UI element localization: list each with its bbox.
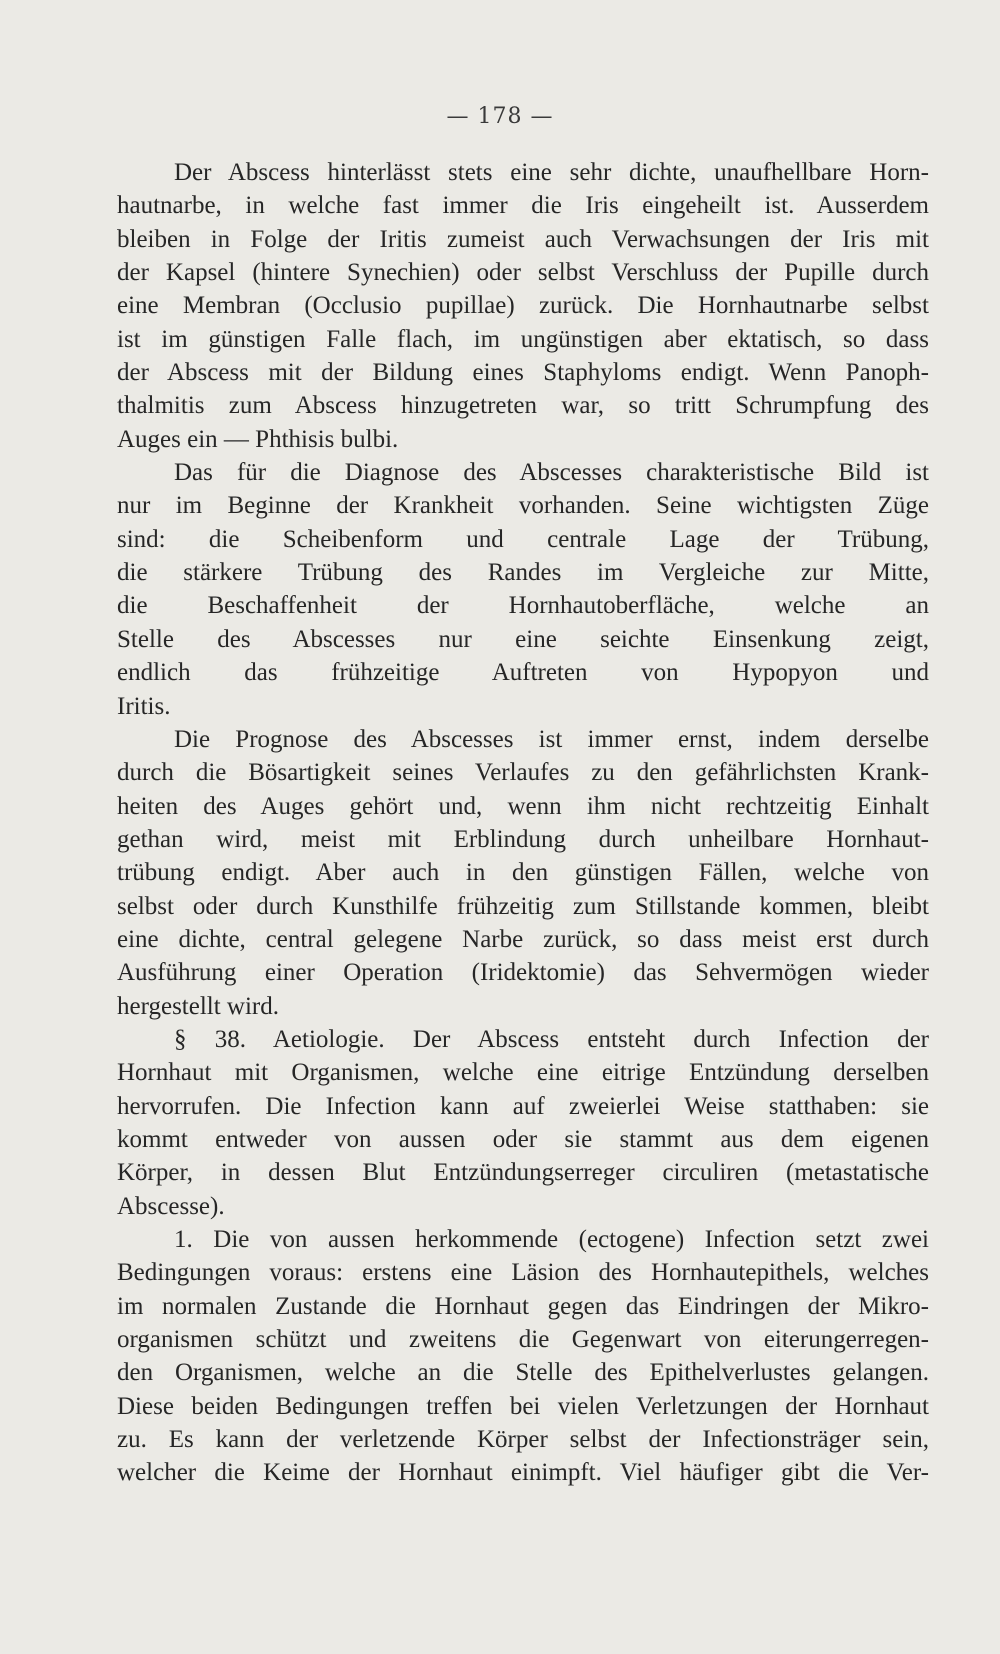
text-line: endlich das frühzeitige Auftreten von Hypopyon und [117, 659, 929, 687]
text-line: gethan wird, meist mit Erblindung durch unheilbare Hornhaut- [117, 825, 929, 853]
text-line: sind: die Scheibenform und centrale Lage der Trübung, [117, 525, 929, 553]
text-line: Die Prognose des Abscesses ist immer ernst, indem derselbe [174, 725, 929, 753]
text-line: Bedingungen voraus: erstens eine Läsion des Hornhautepithels, welches [117, 1259, 929, 1287]
text-line: eine Membran (Occlusio pupillae) zurück. Die Hornhautnarbe selbst [117, 292, 929, 320]
text-line: thalmitis zum Abscess hinzugetreten war, so tritt Schrumpfung des [117, 392, 929, 420]
text-line: durch die Bösartigkeit seines Verlaufes zu den gefährlichsten Krank- [117, 759, 929, 787]
text-line: Körper, in dessen Blut Entzündungserreger circuliren (metastatische [117, 1159, 929, 1187]
text-line: Auges ein — Phthisis bulbi. [117, 425, 399, 453]
text-line: Hornhaut mit Organismen, welche eine eitrige Entzündung derselben [117, 1059, 929, 1087]
text-line: Das für die Diagnose des Abscesses charakteristische Bild ist [174, 459, 929, 487]
text-line: den Organismen, welche an die Stelle des Epithelverlustes gelangen. [117, 1359, 929, 1387]
text-line: die stärkere Trübung des Randes im Vergleiche zur Mitte, [117, 559, 929, 587]
text-line: selbst oder durch Kunsthilfe frühzeitig zum Stillstande kommen, bleibt [117, 892, 929, 920]
text-line: welcher die Keime der Hornhaut einimpft. Viel häufiger gibt die Ver- [117, 1459, 929, 1487]
text-line: Diese beiden Bedingungen treffen bei vielen Verletzungen der Hornhaut [117, 1392, 929, 1420]
text-line: der Kapsel (hintere Synechien) oder selbst Verschluss der Pupille durch [117, 259, 929, 287]
text-line: zu. Es kann der verletzende Körper selbst der Infectionsträger sein, [117, 1426, 929, 1454]
text-line: heiten des Auges gehört und, wenn ihm nicht rechtzeitig Einhalt [117, 792, 929, 820]
text-line: bleiben in Folge der Iritis zumeist auch Verwachsungen der Iris mit [117, 225, 929, 253]
text-line: Der Abscess hinterlässt stets eine sehr dichte, unaufhellbare Horn- [174, 159, 929, 186]
text-line: nur im Beginne der Krankheit vorhanden. Seine wichtigsten Züge [117, 492, 929, 520]
text-line: trübung endigt. Aber auch in den günstigen Fällen, welche von [117, 859, 929, 887]
text-line: Iritis. [117, 692, 171, 720]
text-line: Abscesse). [117, 1192, 225, 1220]
text-line: Stelle des Abscesses nur eine seichte Einsenkung zeigt, [117, 625, 929, 653]
page-number: — 178 — [446, 104, 554, 129]
text-line: hergestellt wird. [117, 992, 279, 1020]
text-line: hautnarbe, in welche fast immer die Iris eingeheilt ist. Ausserdem [117, 192, 929, 220]
text-line: 1. Die von aussen herkommende (ectogene) Infection setzt zwei [174, 1226, 929, 1253]
text-line: Ausführung einer Operation (Iridektomie) das Sehvermögen wieder [117, 959, 929, 987]
text-line: kommt entweder von aussen oder sie stammt aus dem eigenen [117, 1125, 929, 1153]
text-line: der Abscess mit der Bildung eines Staphyloms endigt. Wenn Panoph- [117, 359, 929, 387]
text-line: im normalen Zustande die Hornhaut gegen das Eindringen der Mikro- [117, 1292, 929, 1320]
text-line: eine dichte, central gelegene Narbe zurück, so dass meist erst durch [117, 925, 929, 953]
text-line: hervorrufen. Die Infection kann auf zweierlei Weise statthaben: sie [117, 1092, 929, 1120]
text-line: organismen schützt und zweitens die Gegenwart von eiterungerregen- [117, 1326, 929, 1354]
text-line: ist im günstigen Falle flach, im ungünstigen aber ektatisch, so dass [117, 325, 929, 353]
text-line: die Beschaffenheit der Hornhautoberfläche, welche an [117, 592, 929, 620]
body-text [117, 156, 929, 1490]
text-line: § 38. Aetiologie. Der Abscess entsteht durch Infection der [174, 1025, 929, 1053]
